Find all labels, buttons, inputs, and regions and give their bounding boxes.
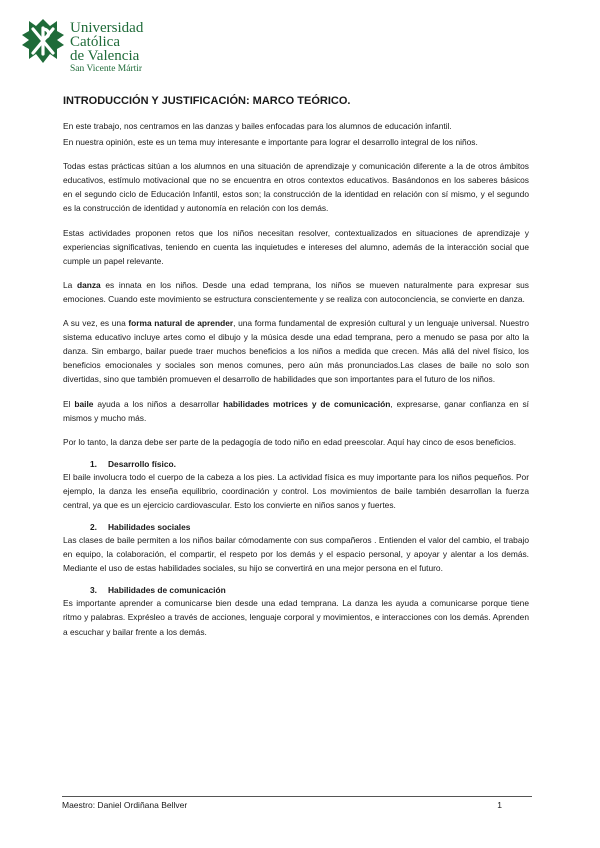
logo-line-3: de Valencia	[70, 48, 140, 64]
section-heading-3	[90, 585, 529, 595]
section-text-2: Las clases de baile permiten a los niños bailar cómodamente con sus compañeros . Entienden el valor del cambio, el trabajo en equipo, la colaboración, el compartir, el respeto por los demás y el espacio personal, y apoyar y alentar a los demás. Mediante el uso de estas habilidades sociales, su hijo se convertirá en una mejor persona en el futuro.	[63, 535, 529, 574]
paragraph-2: Todas estas prácticas sitúan a los alumnos en una situación de aprendizaje y comunicación diferente a la de otros ámbitos educativos, estímulo motivacional que no se encuentra en otros contextos educativos. Basándonos en los saberes básicos en el segundo ciclo de Educación Infantil, estos son; la construcción de la identidad en relación con sí mismo, y el segundo es la construcción de identidad y autonomía en relación con los demás.	[63, 161, 529, 214]
logo-line-2: Católica	[70, 34, 120, 50]
p5-bold: forma natural de aprender	[128, 318, 234, 329]
paragraph-1b: En nuestra opinión, este es un tema muy interesante e importante para lograr el desarrollo integral de los niños.	[63, 137, 478, 148]
paragraph-1a: En este trabajo, nos centramos en las danzas y bailes enfocadas para los alumnos de educación infantil.	[63, 121, 452, 131]
document-body	[63, 95, 529, 649]
p6-mid: ayuda a los niños a desarrollar	[93, 398, 224, 409]
p4-bold: danza	[76, 279, 101, 290]
section-text-1: El baile involucra todo el cuerpo de la cabeza a los pies. La actividad física es muy importante para los niños pequeños. Por ejemplo, la danza les enseña equilibrio, coordinación y control. Los movimientos de baile también desarrollan la fuerza central, ya que es un ejercicio cardiovascular. Esto los convierte en niños sanos y fuertes.	[63, 471, 529, 510]
footer-author: Maestro: Daniel Ordiñana Bellver	[62, 800, 188, 810]
p6-rest: , expresarse, ganar confianza en sí mismos y mucho más.	[63, 398, 529, 423]
paragraph-5	[63, 316, 529, 386]
university-logo	[20, 18, 152, 76]
paragraph-3: Estas actividades proponen retos que los niños necesitan resolver, contextualizados en situaciones de aprendizaje y experiencias significativas, teniendo en cuenta las inquietudes e intereses del alumno, además de la interacción social que cumple un papel relevante.	[63, 227, 529, 266]
section-number: 3.	[90, 585, 97, 596]
page-footer	[62, 796, 532, 810]
section-title: Desarrollo físico.	[108, 458, 176, 469]
paragraph-7: Por lo tanto, la danza debe ser parte de la pedagogía de todo niño en edad preescolar. Aquí hay cinco de esos beneficios.	[63, 436, 517, 447]
p5-start: A su vez, es una	[63, 318, 129, 329]
university-name	[70, 21, 143, 75]
p5-rest: , una forma fundamental de expresión cultural y un lenguaje universal. Nuestro sistema educativo incluye artes como el dibujo y la música desde una edad temprana, pero a menudo se pasa por alto la danza. Sin embargo, bailar puede traer muchos beneficios a los niños a medida que crecen. Más allá del nivel físico, los beneficios emocionales y sociales son menos comunes, pero aún más pronunciados.Las clases de baile no solo son divertidas, sino que también promueven el desarrollo de habilidades que son importantes para el futuro de los niños.	[63, 318, 529, 385]
university-crest-icon	[20, 18, 66, 64]
paragraph-4	[63, 278, 529, 306]
p4-rest: es innata en los niños. Desde una edad temprana, los niños se mueven naturalmente para expresar sus emociones. Cuando este movimiento se estructura conscientemente y se realiza con autoconciencia, se convierte en danza.	[63, 279, 529, 304]
p6-bold-1: baile	[74, 398, 94, 409]
logo-line-4: San Vicente Mártir	[70, 64, 143, 74]
p6-start: El	[63, 398, 75, 409]
page-number: 1	[497, 800, 502, 810]
section-text-3: Es importante aprender a comunicarse bien desde una edad temprana. La danza les ayuda a comunicarse porque tiene ritmo y palabras. Exprésleo a través de acciones, lenguaje corporal y movimientos, e interacciones con los demás. Aprenden a escuchar y bailar frente a los demás.	[63, 598, 529, 637]
section-heading-1	[90, 459, 529, 469]
paragraph-6	[63, 397, 529, 425]
section-heading-2	[90, 522, 529, 532]
document-title: INTRODUCCIÓN Y JUSTIFICACIÓN: MARCO TEÓRICO.	[63, 95, 351, 107]
section-title: Habilidades de comunicación	[108, 585, 226, 596]
section-number: 1.	[90, 458, 97, 469]
section-number: 2.	[90, 522, 97, 533]
logo-line-1: Universidad	[70, 20, 144, 36]
p4-start: La	[63, 279, 77, 290]
p6-bold-2: habilidades motrices y de comunicación	[223, 398, 391, 409]
section-title: Habilidades sociales	[108, 522, 191, 533]
